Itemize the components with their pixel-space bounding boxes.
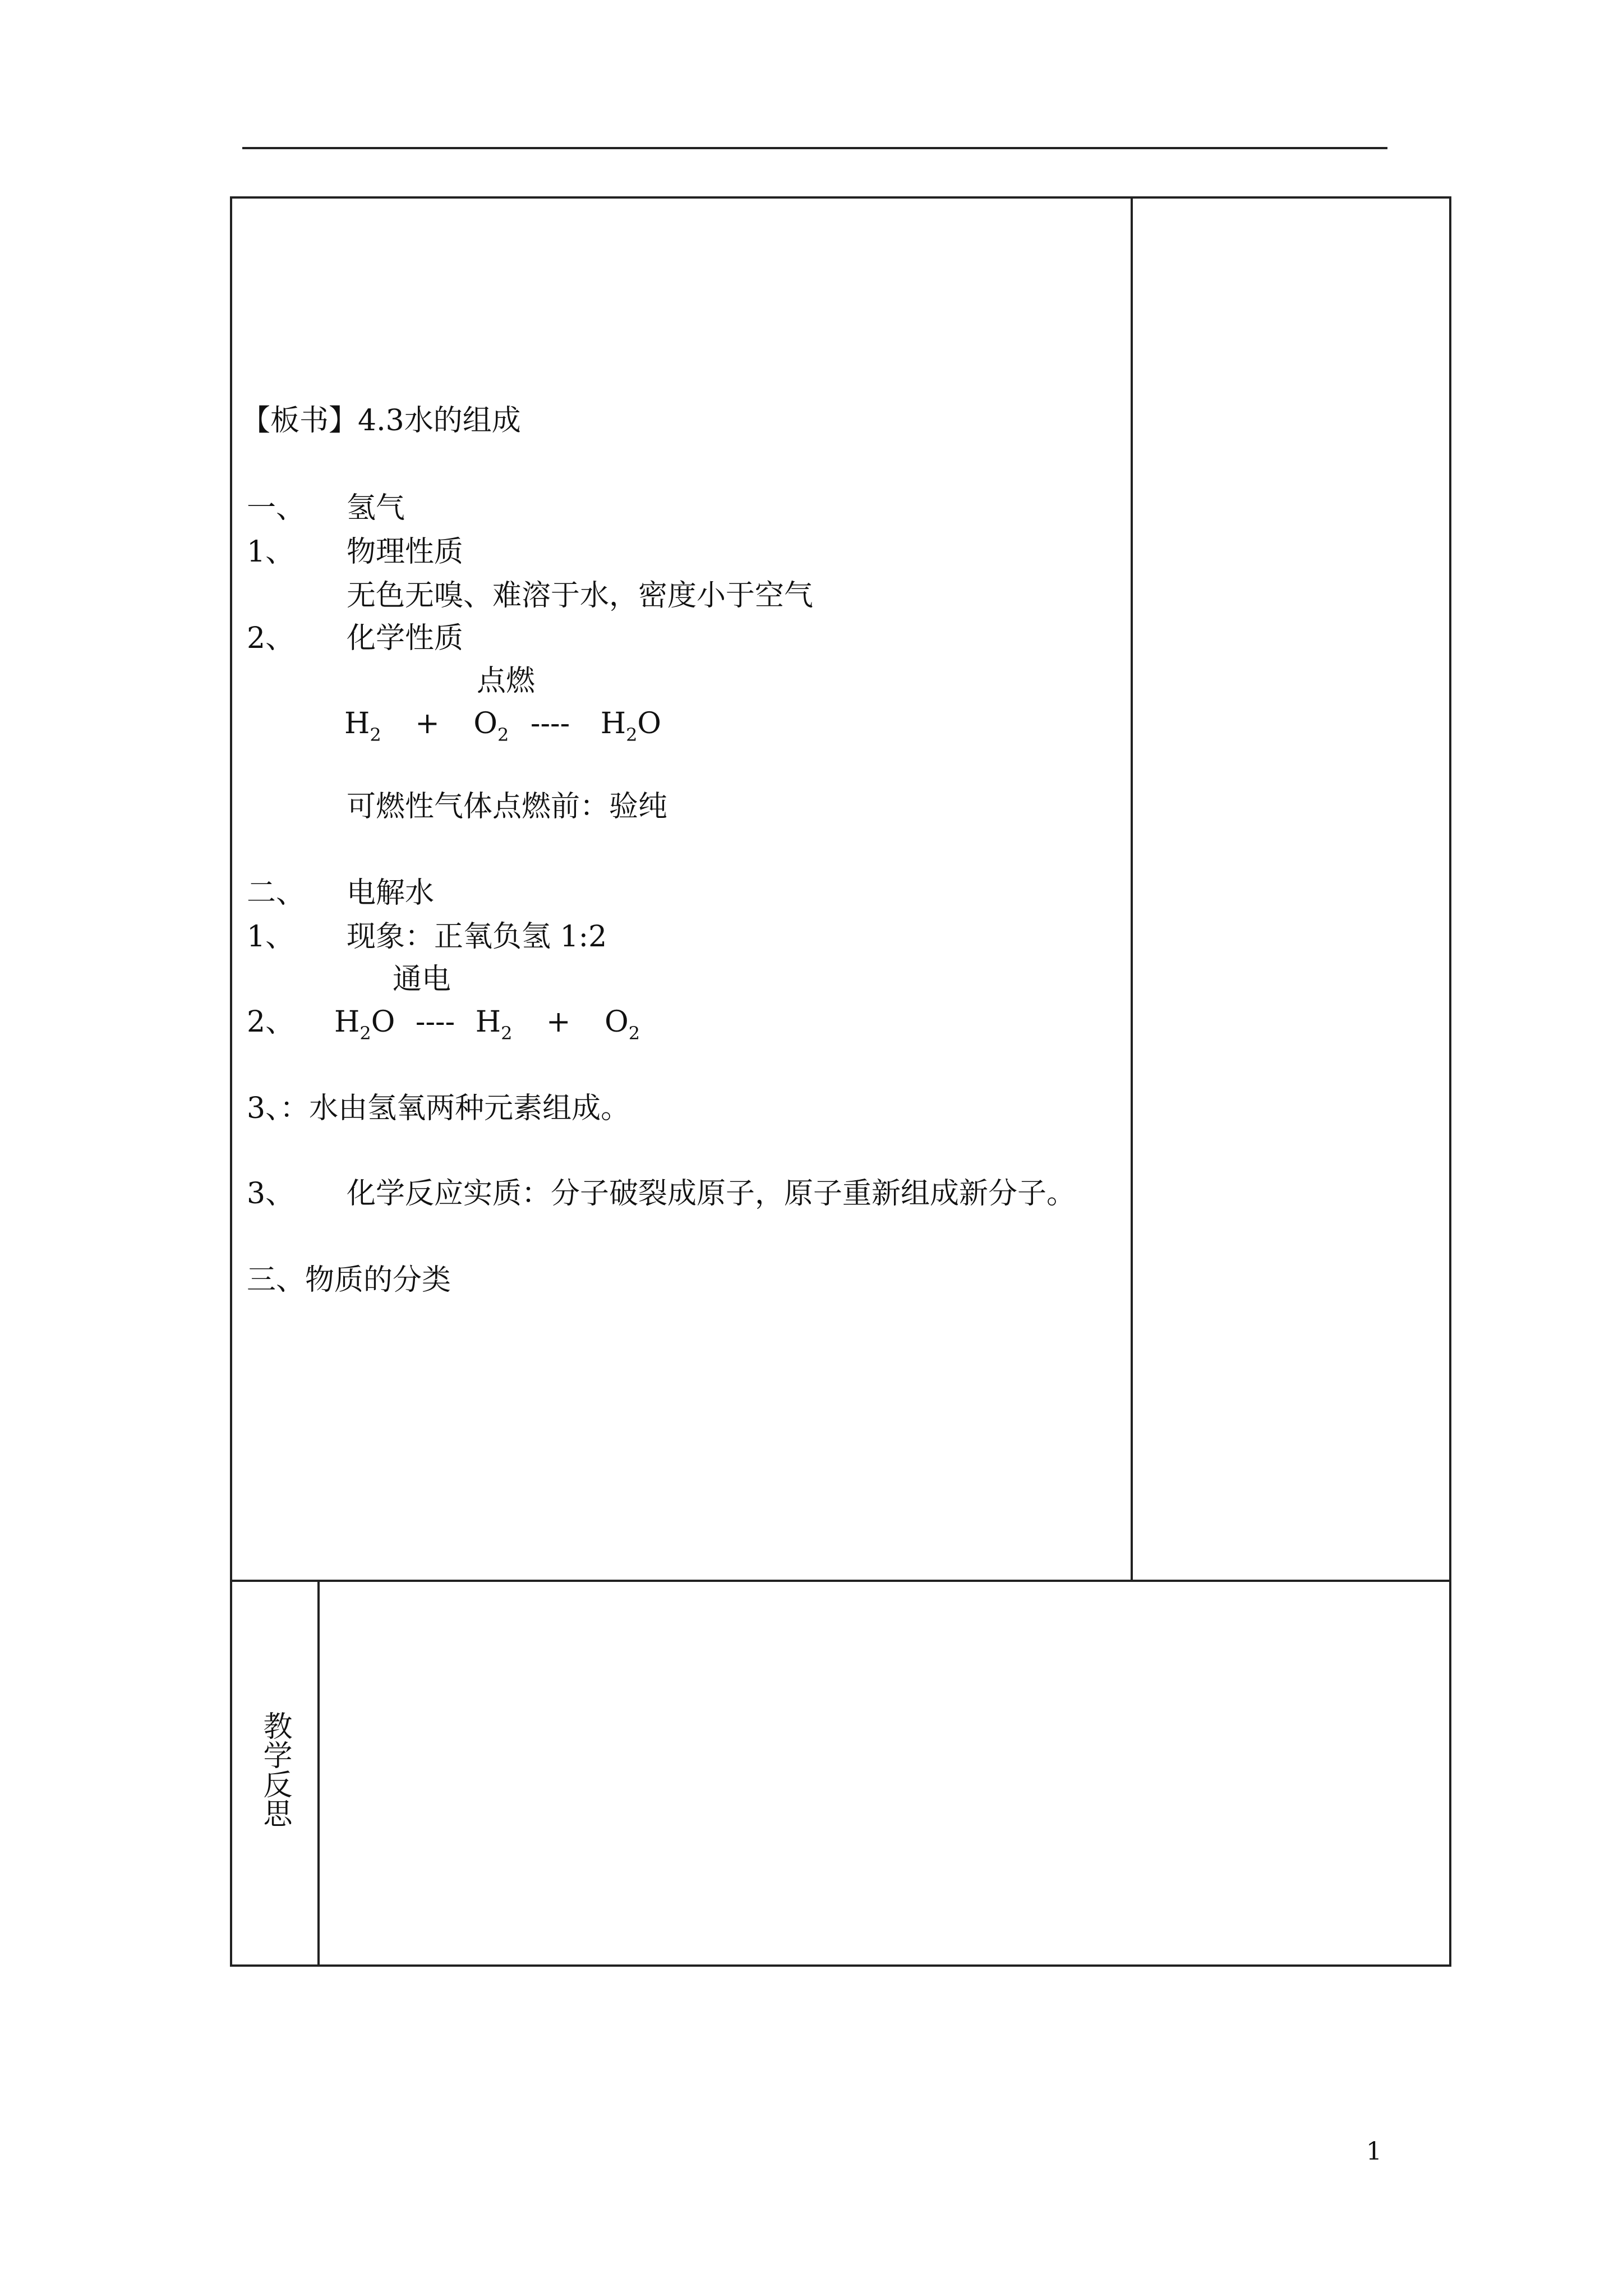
header-rule: [242, 147, 1387, 149]
reflection-label: 教学反思: [258, 1711, 292, 1828]
lesson-table: [230, 196, 1451, 1967]
section-1-1-description: 无色无嗅、难溶于水，密度小于空气: [347, 579, 814, 613]
ignite-condition: 点燃: [477, 664, 536, 698]
electric-condition: 通电: [393, 963, 451, 996]
combustion-equation: $H_2 + O_2$ ---- $H_2O$: [344, 707, 662, 746]
section-2-1-text: 现象：正氧负氢 1:2: [347, 920, 607, 954]
section-1-title: 氢气: [347, 491, 405, 525]
section-1-2-title: 化学性质: [347, 622, 464, 655]
section-2-number: 二、: [247, 876, 306, 910]
section-1-number: 一、: [247, 491, 306, 525]
section-1-1-number: 1、: [247, 535, 295, 569]
section-2-2-number: 2、: [247, 1005, 295, 1039]
page-number: 1: [1366, 2137, 1382, 2166]
section-1-1-title: 物理性质: [347, 535, 464, 569]
notes-column-divider: [1131, 196, 1133, 1581]
section-2-4-number: 3、: [247, 1177, 295, 1211]
electrolysis-equation: $H_2O$ ---- $H_2 + O_2$: [334, 1005, 640, 1044]
section-2-4-text: 化学反应实质：分子破裂成原子，原子重新组成新分子。: [347, 1177, 1076, 1211]
section-2-1-number: 1、: [247, 920, 295, 954]
reflection-row-divider: [230, 1580, 1451, 1582]
reflection-label-divider: [317, 1580, 320, 1967]
section-2-title: 电解水: [347, 876, 435, 910]
board-title: 【板书】4.3水的组成: [241, 404, 521, 438]
section-1-2-number: 2、: [247, 622, 295, 655]
purity-note: 可燃性气体点燃前：验纯: [347, 790, 668, 823]
section-3-title: 三、物质的分类: [247, 1263, 451, 1297]
section-2-3-text: 3、：水由氢氧两种元素组成。: [247, 1092, 630, 1125]
